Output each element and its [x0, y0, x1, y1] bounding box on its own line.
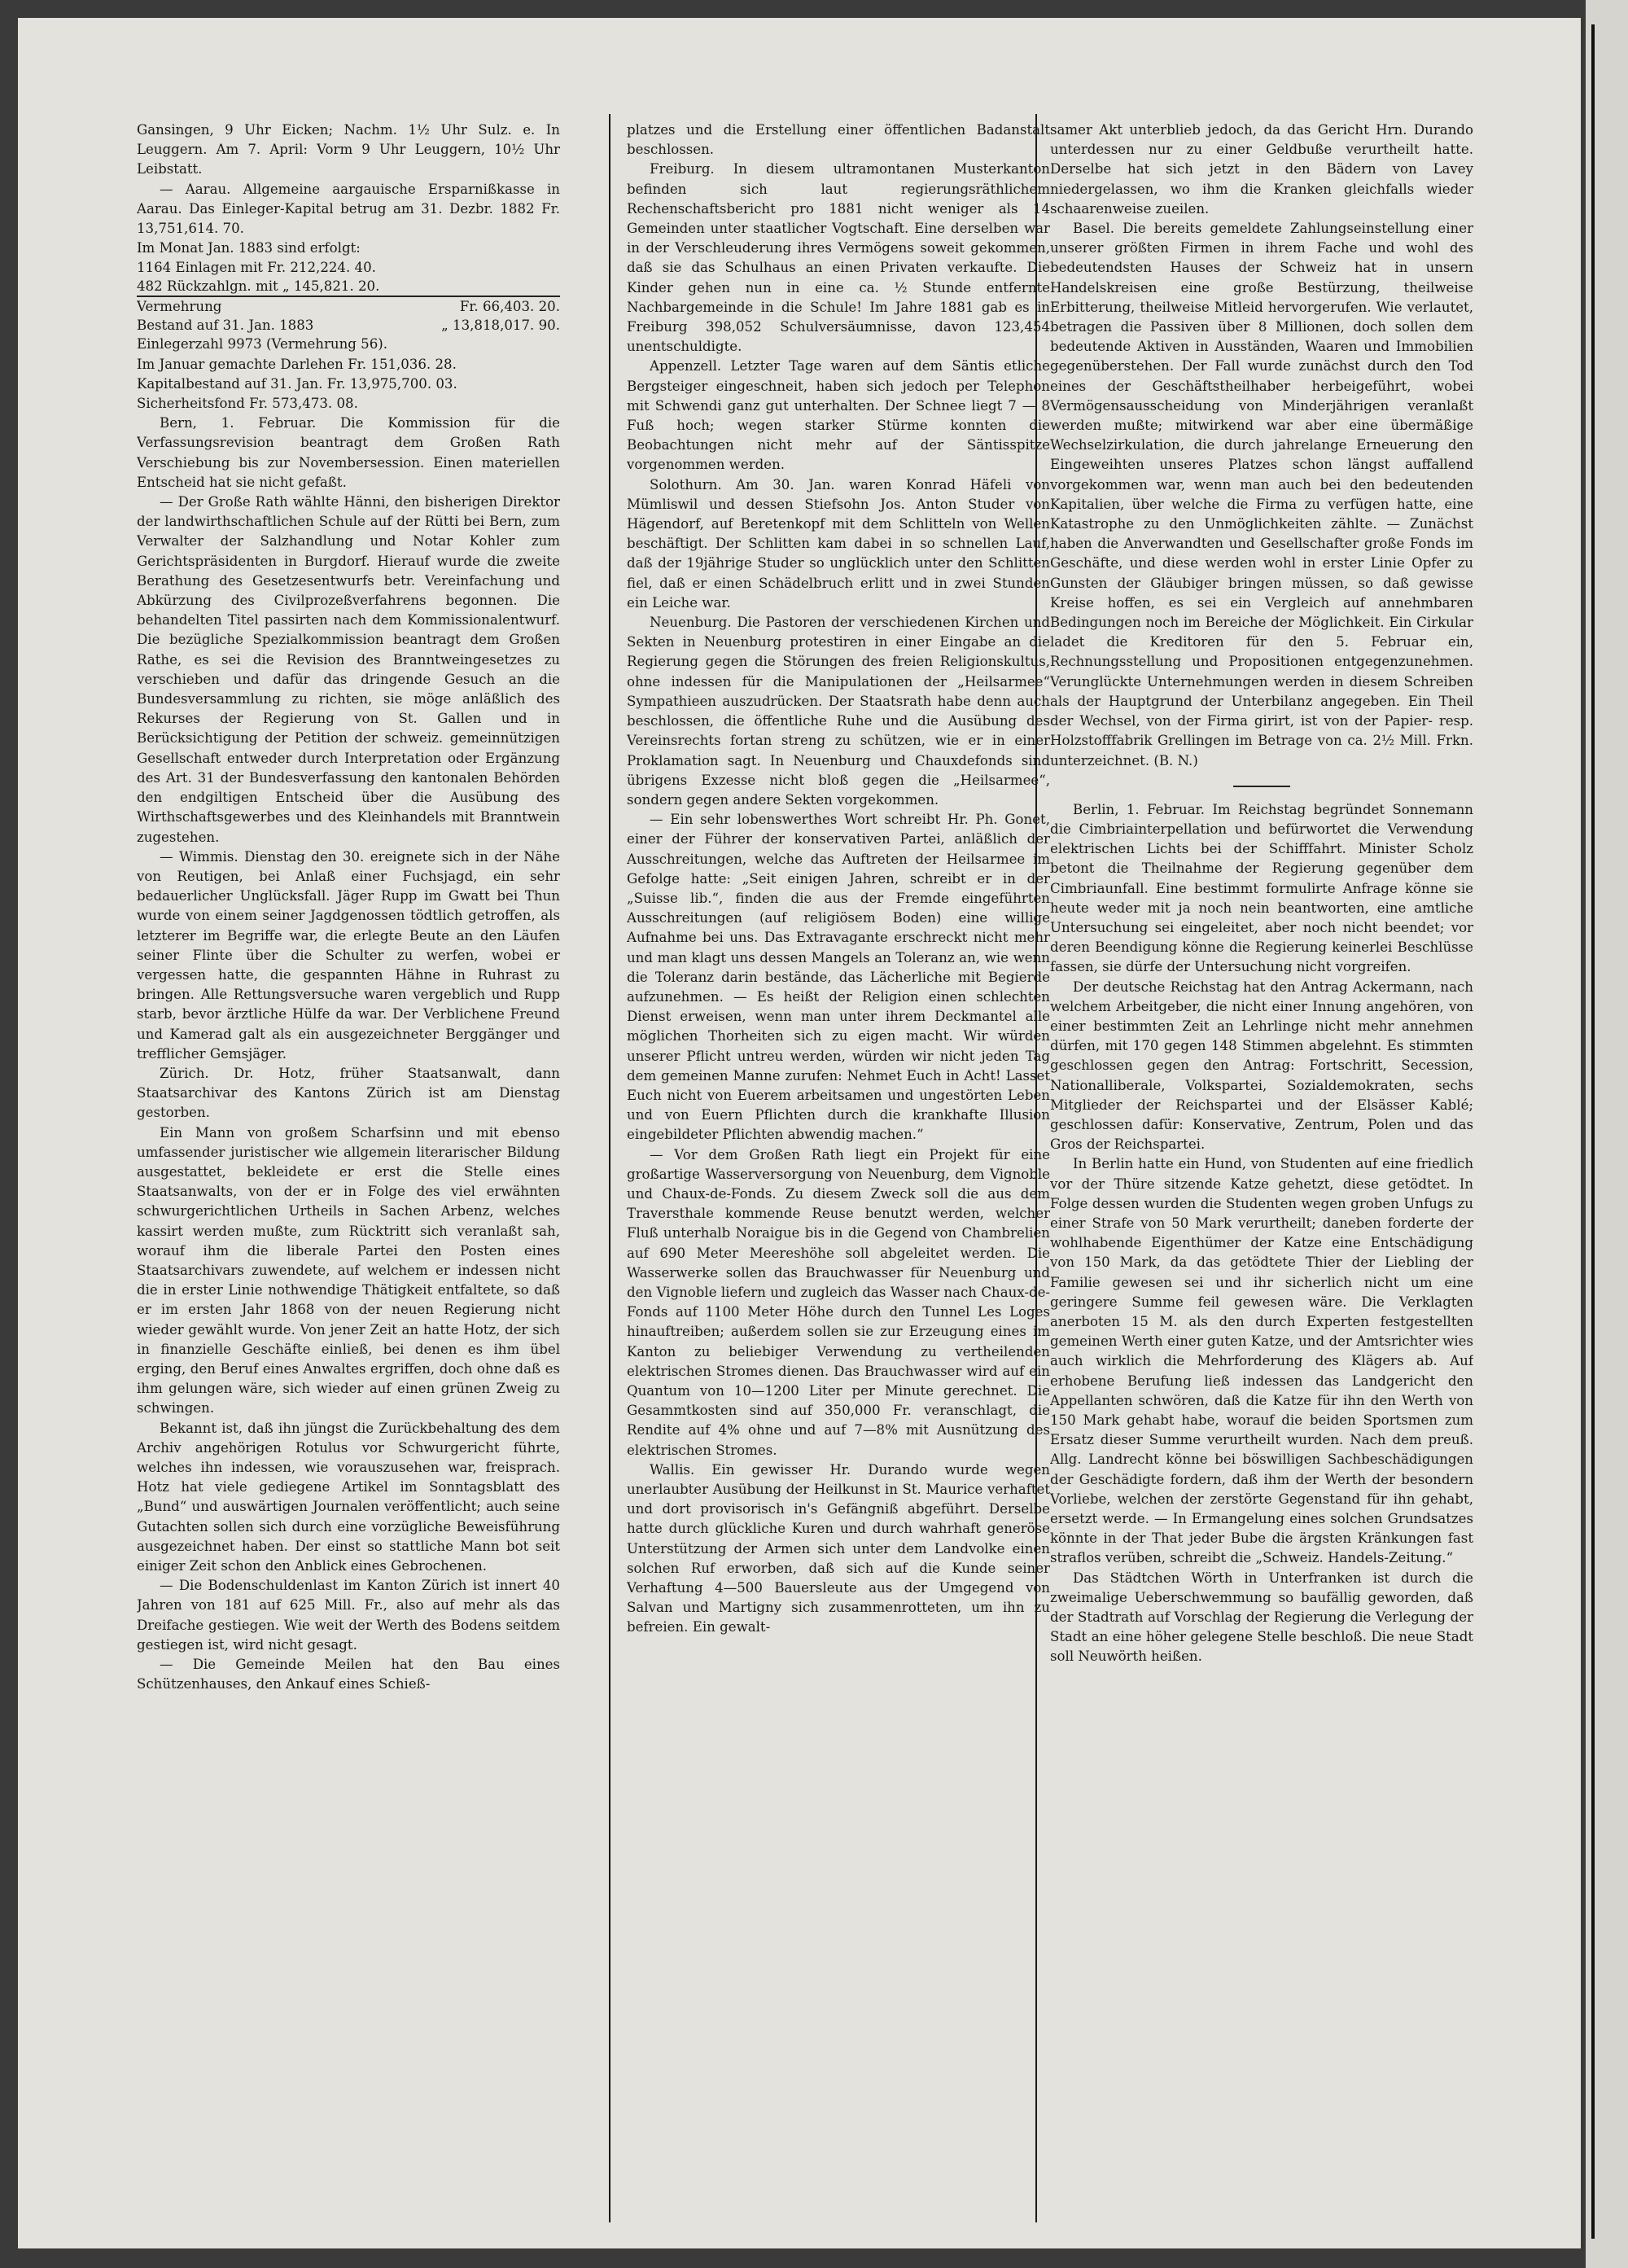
- article-paragraph: Im Monat Jan. 1883 sind erfolgt:: [137, 240, 361, 256]
- ledger-row: [137, 316, 560, 335]
- article-paragraph: Ein Mann von großem Scharfsinn und mit ebenso umfassender juristischer wie allgemein literarischer Bildung ausgestattet, bekleidete er erst die Stelle eines Staatsanwalts, von der er in Folge des viel erwähnten schwurgerichtlichen Urtheils in Sachen Arbenz, welches kassirt werden mußte, zum Rücktritt sich veranlaßt sah, worauf ihm die liberale Partei den Posten eines Staatsarchivars zuwendete, auf welchem er indessen nicht die in erster Linie nothwendige Thätigkeit entfaltete, so daß er im ersten Jahr 1868 von der neuen Regierung nicht wieder gewählt wurde. Von jener Zeit an hatte Hotz, der sich in finanzielle Geschäfte einließ, bei denen es ihm übel erging, den Beruf eines Anwaltes ergriffen, doch ohne daß es ihm gelungen wäre, sich wieder auf einen grünen Zweig zu schwingen.: [137, 1124, 560, 1416]
- article-paragraph: Bern, 1. Februar. Die Kommission für die Verfassungsrevision beantragt dem Großen Rath Verschiebung bis zur Novembersession. Einen materiellen Entscheid hat sie nicht gefaßt.: [137, 415, 560, 490]
- article-paragraph: In Berlin hatte ein Hund, von Studenten auf eine friedlich vor der Thüre sitzende Katze gehetzt, diese getödtet. In Folge dessen wurden die Studenten wegen groben Unfugs zu einer Strafe von 50 Mark verurtheilt; daneben forderte der wohlhabende Eigenthümer der Katze eine Entschädigung von 150 Mark, da das getödtete Thier der Liebling der Familie gewesen sei und ihr sicherlich nicht um eine geringere Summe feil gewesen wäre. Die Verklagten anerboten 15 M. als den durch Experten festgestellten gemeinen Werth einer guten Katze, und der Amtsrichter wies auch wirklich die Mehrforderung des Klägers ab. Auf erhobene Berufung ließ indessen das Landgericht den Appellanten schwören, daß die Katze für ihn den Werth von 150 Mark gehabt habe, worauf die beiden Sportsmen zum Ersatz dieser Summe verurtheilt wurden. Nach dem preuß. Allg. Landrecht könne bei böswilligen Sachbeschädigungen der Geschädigte fordern, daß ihm der Werth der besondern Vorliebe, welchen der zerstörte Gegenstand für ihn gehabt, ersetzt werde. — In Ermangelung eines solchen Grundsatzes könnte in der That jeder Bube die ärgsten Kränkungen fast straflos verüben, schreibt die „Schweiz. Handels-Zeitung.“: [1050, 1156, 1473, 1566]
- ledger-row: [137, 296, 560, 316]
- ledger-label: 1164 Einlagen mit Fr. 212,224. 40.: [137, 260, 376, 276]
- article-paragraph: Berlin, 1. Februar. Im Reichstag begründet Sonnemann die Cimbriainterpellation und befürwortet die Verwendung elektrischen Lichts bei der Schifffahrt. Minister Scholz betont die Theilnahme der Regierung gegenüber dem Cimbriaunfall. Eine bestimmt formulirte Anfrage könne sie heute weder mit ja noch nein beantworten, eine amtliche Untersuchung sei eingeleitet, aber noch nicht beendet; vor deren Beendigung könne die Regierung keinerlei Beschlüsse fassen, sie dürfe der Untersuchung nicht vorgreifen.: [1050, 801, 1473, 975]
- article-paragraph: platzes und die Erstellung einer öffentlichen Badanstalt beschlossen.: [627, 122, 1050, 158]
- ledger-value: [421, 258, 560, 277]
- article-paragraph: — Vor dem Großen Rath liegt ein Projekt für eine großartige Wasserversorgung von Neuenburg, dem Vignoble und Chaux-de-Fonds. Zu diesem Zweck soll die aus dem Traversthale kommende Reuse benutzt werden, welcher Fluß unterhalb Noraigue bis in die Gegend von Chambrelien auf 690 Meter Meereshöhe soll abgeleitet werden. Die Wasserwerke sollen das Brauchwasser für Neuenburg und den Vignoble liefern und zugleich das Wasser nach Chaux-de-Fonds auf 1100 Meter Höhe durch den Tunnel Les Loges hinauftreiben; außerdem sollen sie zur Erzeugung eines im Kanton zu beliebiger Verwendung zu vertheilenden elektrischen Stromes dienen. Das Brauchwasser wird auf ein Quantum von 10—1200 Liter per Minute gerechnet. Die Gesammtkosten sind auf 350,000 Fr. veranschlagt, die Rendite auf 4% ohne und auf 7—8% mit Ausnützung des elektrischen Stromes.: [627, 1146, 1050, 1458]
- article-paragraph: Im Januar gemachte Darlehen Fr. 151,036. 28.: [137, 356, 457, 372]
- article-paragraph: Bekannt ist, daß ihn jüngst die Zurückbehaltung des dem Archiv angehörigen Rotulus vor Schwurgericht führte, welches ihn indessen, wie vorauszusehen war, freisprach. Hotz hat viele gediegene Artikel im Sonntagsblatt des „Bund“ und auswärtigen Journalen veröffentlicht; auch seine Gutachten sollen sich durch eine vorzügliche Beweisführung ausgezeichnet haben. Der einst so stattliche Mann bot seit einiger Zeit schon den Anblick eines Gebrochenen.: [137, 1420, 560, 1574]
- article-paragraph: Sicherheitsfond Fr. 573,473. 08.: [137, 396, 358, 412]
- article-paragraph: Der deutsche Reichstag hat den Antrag Ackermann, nach welchem Arbeitgeber, die nicht einer Innung angehören, von einer bestimmten Zeit an Lehrlinge nicht mehr annehmen dürfen, mit 170 gegen 148 Stimmen abgelehnt. Es stimmten geschlossen gegen den Antrag: Fortschritt, Secession, Nationalliberale, Volkspartei, Sozialdemokraten, sechs Mitglieder der Reichspartei und der Elsässer Kablé; geschlossen dafür: Konservative, Zentrum, Polen und das Gros der Reichspartei.: [1050, 979, 1473, 1153]
- article-paragraph: — Die Bodenschuldenlast im Kanton Zürich ist innert 40 Jahren von 181 auf 625 Mill. Fr., also auf mehr als das Dreifache gestiegen. Wie weit der Werth des Bodens seitdem gestiegen ist, wird nicht gesagt.: [137, 1578, 560, 1653]
- article-paragraph: — Ein sehr lobenswerthes Wort schreibt Hr. Ph. Gonet, einer der Führer der konservativen Partei, anläßlich der Ausschreitungen, welche das Auftreten der Heilsarmee im Gefolge hatte: „Seit einigen Jahren, schreibt er in der „Suisse lib.“, finden die aus der Fremde eingeführten Ausschreitungen (auf religiösem Boden) eine willige Aufnahme bei uns. Das Extravagante erschreckt nicht mehr und man klagt uns dessen Mangels an Toleranz an, wie wenn die Toleranz darin bestände, das Lächerliche mit Begierde aufzunehmen. — Es heißt der Religion einen schlechten Dienst erweisen, wenn man unter ihrem Deckmantel alle möglichen Thorheiten sich zu eigen macht. Wir würden unserer Pflicht untreu werden, würden wir nicht jeden Tag dem gemeinen Manne zurufen: Nehmet Euch in Acht! Lasset Euch nicht von Euerem arbeitsamen und ungestörten Leben und von Euern Pflichten durch die krankhafte Illusion eingebildeter Pflichten abwendig machen.“: [627, 812, 1050, 1143]
- column-3: [1050, 120, 1473, 2205]
- column-2: [627, 120, 1050, 2205]
- article-paragraph: Gansingen, 9 Uhr Eicken; Nachm. 1½ Uhr Sulz. e. In Leuggern. Am 7. April: Vorm 9 Uhr Leuggern, 10½ Uhr Leibstatt.: [137, 122, 560, 177]
- ledger-value: Fr. 66,403. 20.: [421, 296, 560, 316]
- ledger-row: [137, 258, 560, 277]
- article-paragraph: Solothurn. Am 30. Jan. waren Konrad Häfeli von Mümliswil und dessen Stiefsohn Jos. Anton Studer von Hägendorf, auf Beretenkopf mit dem Schlitteln von Wellen beschäftigt. Der Schlitten kam dabei in so schnellen Lauf, daß der 19jährige Studer so unglücklich unter den Schlitten fiel, daß er einen Schädelbruch erlitt und in zwei Stunden ein Leiche war.: [627, 476, 1050, 611]
- article-paragraph: Das Städtchen Wörth in Unterfranken ist durch die zweimalige Ueberschwemmung so baufällig geworden, daß der Stadtrath auf Vorschlag der Regierung die Verlegung der Stadt an eine höher gelegene Stelle beschloß. Die neue Stadt soll Neuwörth heißen.: [1050, 1570, 1473, 1665]
- account-ledger: [137, 258, 560, 335]
- article-paragraph: — Die Gemeinde Meilen hat den Bau eines Schützenhauses, den Ankauf eines Schieß-: [137, 1657, 560, 1692]
- column-1: [137, 120, 560, 2205]
- article-paragraph: — Der Große Rath wählte Hänni, den bisherigen Direktor der landwirthschaftlichen Schule auf der Rütti bei Bern, zum Verwalter der Salzhandlung und Notar Kohler zum Gerichtspräsidenten in Burgdorf. Hierauf wurde die zweite Berathung des Gesetzesentwurfs betr. Vereinfachung und Abkürzung des Civilprozeßverfahrens begonnen. Die behandelten Titel passirten nach dem Kommissionalentwurf. Die bezügliche Spezialkommission beantragt dem Großen Rathe, es sei die Revision des Branntweingesetzes zu verschieben und dafür das dringende Gesuch an die Bundesversammlung zu richten, sie möge anläßlich des Rekurses der Regierung von St. Gallen und in Berücksichtigung der Petition der schweiz. gemeinnützigen Gesellschaft entweder durch Interpretation oder Ergänzung des Art. 31 der Bundesverfassung den kantonalen Behörden den endgiltigen Entscheid über die Ausübung des Wirthschaftsgewerbes und des Kleinhandels mit Branntwein zugestehen.: [137, 494, 560, 845]
- article-paragraph: samer Akt unterblieb jedoch, da das Gericht Hrn. Durando unterdessen nur zu einer Geldbuße verurtheilt hatte. Derselbe hat sich jetzt in den Bädern von Lavey niedergelassen, wo ihm die Kranken gleichfalls wieder schaarenweise zueilen.: [1050, 122, 1473, 217]
- article-paragraph: Wallis. Ein gewisser Hr. Durando wurde wegen unerlaubter Ausübung der Heilkunst in St. Maurice verhaftet und dort provisorisch in's Gefängniß abgeführt. Derselbe hatte durch glückliche Kuren und durch wahrhaft generöse Unterstützung der Armen sich unter dem Landvolke einen solchen Ruf erworben, daß sich auf die Kunde seiner Verhaftung 4—500 Bauersleute aus der Umgegend von Salvan und Martigny sich zusammenrotteten, um ihn zu befreien. Ein gewalt-: [627, 1461, 1050, 1635]
- column-rule: [609, 114, 610, 2222]
- article-paragraph: Freiburg. In diesem ultramontanen Musterkanton befinden sich laut regierungsräthlichem Rechenschaftsbericht pro 1881 nicht weniger als 14 Gemeinden unter staatlicher Vogtschaft. Eine derselben war in der Verschleuderung ihres Vermögens soweit gekommen, daß sie das Schulhaus an einen Privaten verkaufte. Die Kinder gehen nun in eine ca. ½ Stunde entfernte Nachbargemeinde in die Schule! Im Jahre 1881 gab es in Freiburg 398,052 Schulversäumnisse, davon 123,454 unentschuldigte.: [627, 161, 1050, 355]
- article-paragraph: Basel. Die bereits gemeldete Zahlungseinstellung einer unserer größten Firmen in ihrem Fache und wohl des bedeutendsten Hauses der Schweiz hat in unsern Handelskreisen eine große Bestürzung, theilweise Erbitterung, theilweise Mitleid hervorgerufen. Wie verlautet, betragen die Passiven über 8 Millionen, doch sollen dem bedeutende Aktiven in Ausständen, Waaren und Immobilien gegenüberstehen. Der Fall wurde zunächst durch den Tod eines der Geschäftstheilhaber herbeigeführt, wobei Vermögensausscheidung von Minderjährigen veranlaßt werden mußte; mitwirkend war aber eine übermäßige Wechselzirkulation, die durch jahrelange Erneuerung den Eingeweihten unseres Platzes schon längst auffallend vorgekommen war, wenn man auch bei den bedeutenden Kapitalien, über welche die Firma zu verfügen hatte, eine Katastrophe zu den Unmöglichkeiten zählte. — Zunächst haben die Anverwandten und Gesellschafter große Fonds im Geschäfte, und diese werden wohl in erster Linie Opfer zu Gunsten der Gläubiger bringen müssen, so daß gewisse Kreise hoffen, es sei ein Vergleich auf annehmbaren Bedingungen noch im Bereiche der Möglichkeit. Ein Cirkular ladet die Kreditoren für den 5. Februar ein, Rechnungsstellung und Propositionen entgegenzunehmen. Verunglückte Unternehmungen werden in diesem Schreiben als der Hauptgrund der Unterbilanz angegeben. Ein Theil der Wechsel, von der Firma girirt, ist von der Papier- resp. Holzstofffabrik Grellingen im Betrage von ca. 2½ Mill. Frkn. unterzeichnet. (B. N.): [1050, 221, 1473, 768]
- ledger-label: Bestand auf 31. Jan. 1883: [137, 317, 314, 334]
- binding-edge-line: [1591, 24, 1595, 2239]
- article-paragraph: Zürich. Dr. Hotz, früher Staatsanwalt, dann Staatsarchivar des Kantons Zürich ist am Dienstag gestorben.: [137, 1065, 560, 1121]
- article-paragraph: Appenzell. Letzter Tage waren auf dem Säntis etliche Bergsteiger eingeschneit, haben sich jedoch per Telephon mit Schwendi ganz gut unterhalten. Der Schnee liegt 7 — 8 Fuß hoch; wegen starker Stürme konnten die Beobachtungen nicht mehr auf der Säntisspitze vorgenommen werden.: [627, 358, 1050, 473]
- article-paragraph: Kapitalbestand auf 31. Jan. Fr. 13,975,700. 03.: [137, 375, 457, 392]
- ledger-row: [137, 277, 560, 296]
- article-paragraph: — Aarau. Allgemeine aargauische Ersparnißkasse in Aarau. Das Einleger-Kapital betrug am 31. Dezbr. 1882 Fr. 13,751,614. 70.: [137, 181, 560, 237]
- article-paragraph: Einlegerzahl 9973 (Vermehrung 56).: [137, 336, 388, 352]
- section-separator: [1233, 786, 1290, 787]
- ledger-label: Vermehrung: [137, 296, 421, 316]
- article-paragraph: Neuenburg. Die Pastoren der verschiedenen Kirchen und Sekten in Neuenburg protestiren in einer Eingabe an die Regierung gegen die Störungen des freien Religionskultus, ohne indessen für die Manipulationen der „Heilsarmee“ Sympathieen auszudrücken. Der Staatsrath habe denn auch beschlossen, die öffentliche Ruhe und die Ausübung des Vereinsrechts fortan streng zu schützen, wie er in einer Proklamation sagt. In Neuenburg und Chauxdefonds sind übrigens Exzesse nicht bloß gegen die „Heilsarmee“, sondern gegen andere Sekten vorgekommen.: [627, 615, 1050, 808]
- article-paragraph: — Wimmis. Dienstag den 30. ereignete sich in der Nähe von Reutigen, bei Anlaß einer Fuchsjagd, ein sehr bedauerlicher Unglücksfall. Jäger Rupp im Gwatt bei Thun wurde von einem seiner Jagdgenossen tödtlich getroffen, als letzterer im Begriffe war, die erlegte Beute an den Läufen seiner Flinte über die Schulter zu werfen, wobei er vergessen hatte, die gespannten Hähne in Ruhrast zu bringen. Alle Rettungsversuche waren vergeblich und Rupp starb, bevor ärztliche Hülfe da war. Der Verblichene Freund und Kamerad galt als ein ausgezeichneter Berggänger und trefflicher Gemsjäger.: [137, 848, 560, 1062]
- ledger-label: 482 Rückzahlgn. mit „ 145,821. 20.: [137, 278, 380, 295]
- ledger-value: [421, 277, 560, 296]
- ledger-value: „ 13,818,017. 90.: [441, 317, 560, 334]
